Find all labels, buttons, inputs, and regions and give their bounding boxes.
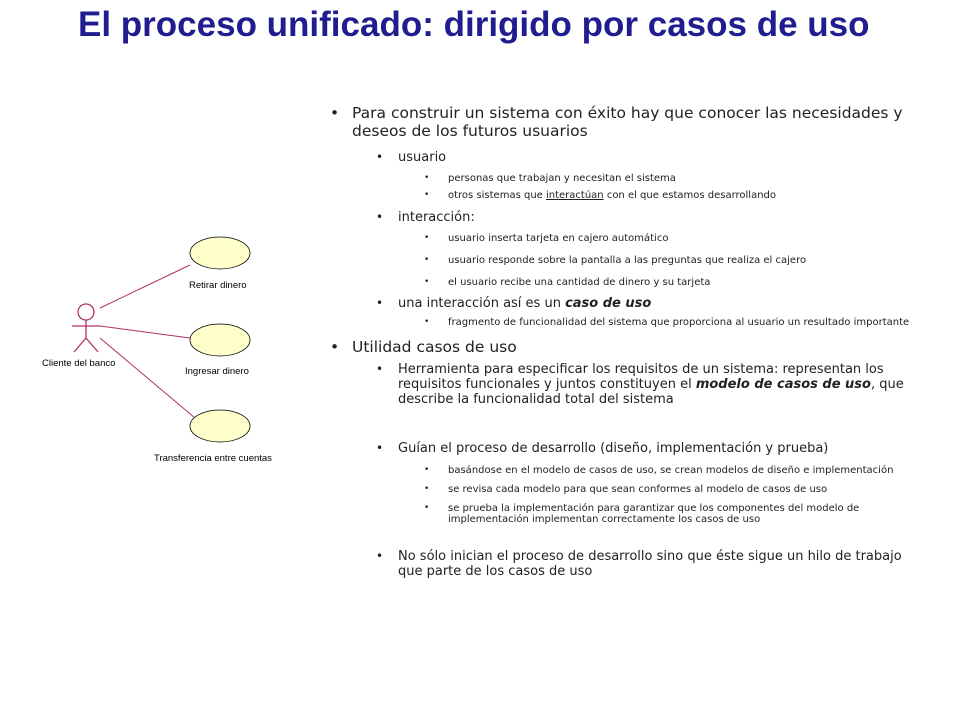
underlined-word: interactúan [545, 190, 604, 201]
bullet-usuario-sistemas [424, 190, 930, 201]
actor-label: Cliente del banco [42, 358, 116, 369]
bullet-interaccion-recibe: • el usuario recibe una cantidad de dinero y su tarjeta [424, 277, 930, 288]
text-fragment: Herramienta para especificar los requisitos de un sistema: representan los requisitos funcionales y juntos constituyen el [398, 362, 884, 392]
use-case-label-ingresar: Ingresar dinero [185, 366, 249, 377]
use-case-label-retirar: Retirar dinero [189, 280, 247, 291]
bullet-guian-prueba: • se prueba la implementación para garantizar que los componentes del modelo de implementación implementan correctamente los casos de uso [424, 503, 930, 525]
emphasis-term: caso de uso [565, 296, 652, 311]
association-retirar [100, 265, 190, 308]
bullet-guian-basandose: • basándose en el modelo de casos de uso, se crean modelos de diseño e implementación [424, 465, 930, 476]
bullet-utilidad: • Utilidad casos de uso [330, 338, 930, 356]
text-fragment: con el que estamos desarrollando [603, 190, 777, 201]
slide-title: El proceso unificado: dirigido por casos de uso [78, 5, 870, 44]
text-fragment: otros sistemas que [448, 190, 546, 201]
emphasis-term: modelo de casos de uso [695, 377, 871, 392]
bullet-usuario-personas: • personas que trabajan y necesitan el sistema [424, 173, 930, 184]
use-case-retirar-dinero [190, 237, 250, 269]
bullet-interaccion-tarjeta: • usuario inserta tarjeta en cajero automático [424, 233, 930, 244]
bullet-guian-revisa: • se revisa cada modelo para que sean conformes al modelo de casos de uso [424, 484, 930, 495]
bullet-caso-fragmento: • fragmento de funcionalidad del sistema que proporciona al usuario un resultado importante [424, 317, 930, 328]
bullet-herramienta [376, 362, 930, 407]
bullet-caso-de-uso [376, 296, 930, 311]
use-case-label-transferencia: Transferencia entre cuentas [154, 453, 272, 464]
use-case-ingresar-dinero [190, 324, 250, 356]
association-transferencia [100, 338, 195, 418]
actor-figure [72, 304, 100, 352]
actor-head [78, 304, 94, 320]
use-case-transferencia [190, 410, 250, 442]
actor-left-leg [74, 338, 86, 352]
use-case-diagram [30, 225, 330, 480]
actor-right-leg [86, 338, 98, 352]
bullet-interaccion: • interacción: [376, 210, 930, 225]
association-ingresar [100, 326, 190, 338]
bullet-guian: • Guían el proceso de desarrollo (diseño, implementación y prueba) [376, 441, 930, 456]
text-fragment: , que describe la funcionalidad total del sistema [398, 377, 904, 407]
bullet-usuario: • usuario [376, 150, 930, 165]
bullet-content [330, 104, 930, 579]
text-fragment: una interacción así es un [398, 296, 566, 311]
bullet-no-solo: • No sólo inician el proceso de desarrollo sino que éste sigue un hilo de trabajo que parte de los casos de uso [376, 549, 930, 579]
bullet-conocer-usuarios: • Para construir un sistema con éxito hay que conocer las necesidades y deseos de los futuros usuarios [330, 104, 930, 140]
bullet-interaccion-responde: • usuario responde sobre la pantalla a las preguntas que realiza el cajero [424, 255, 930, 266]
